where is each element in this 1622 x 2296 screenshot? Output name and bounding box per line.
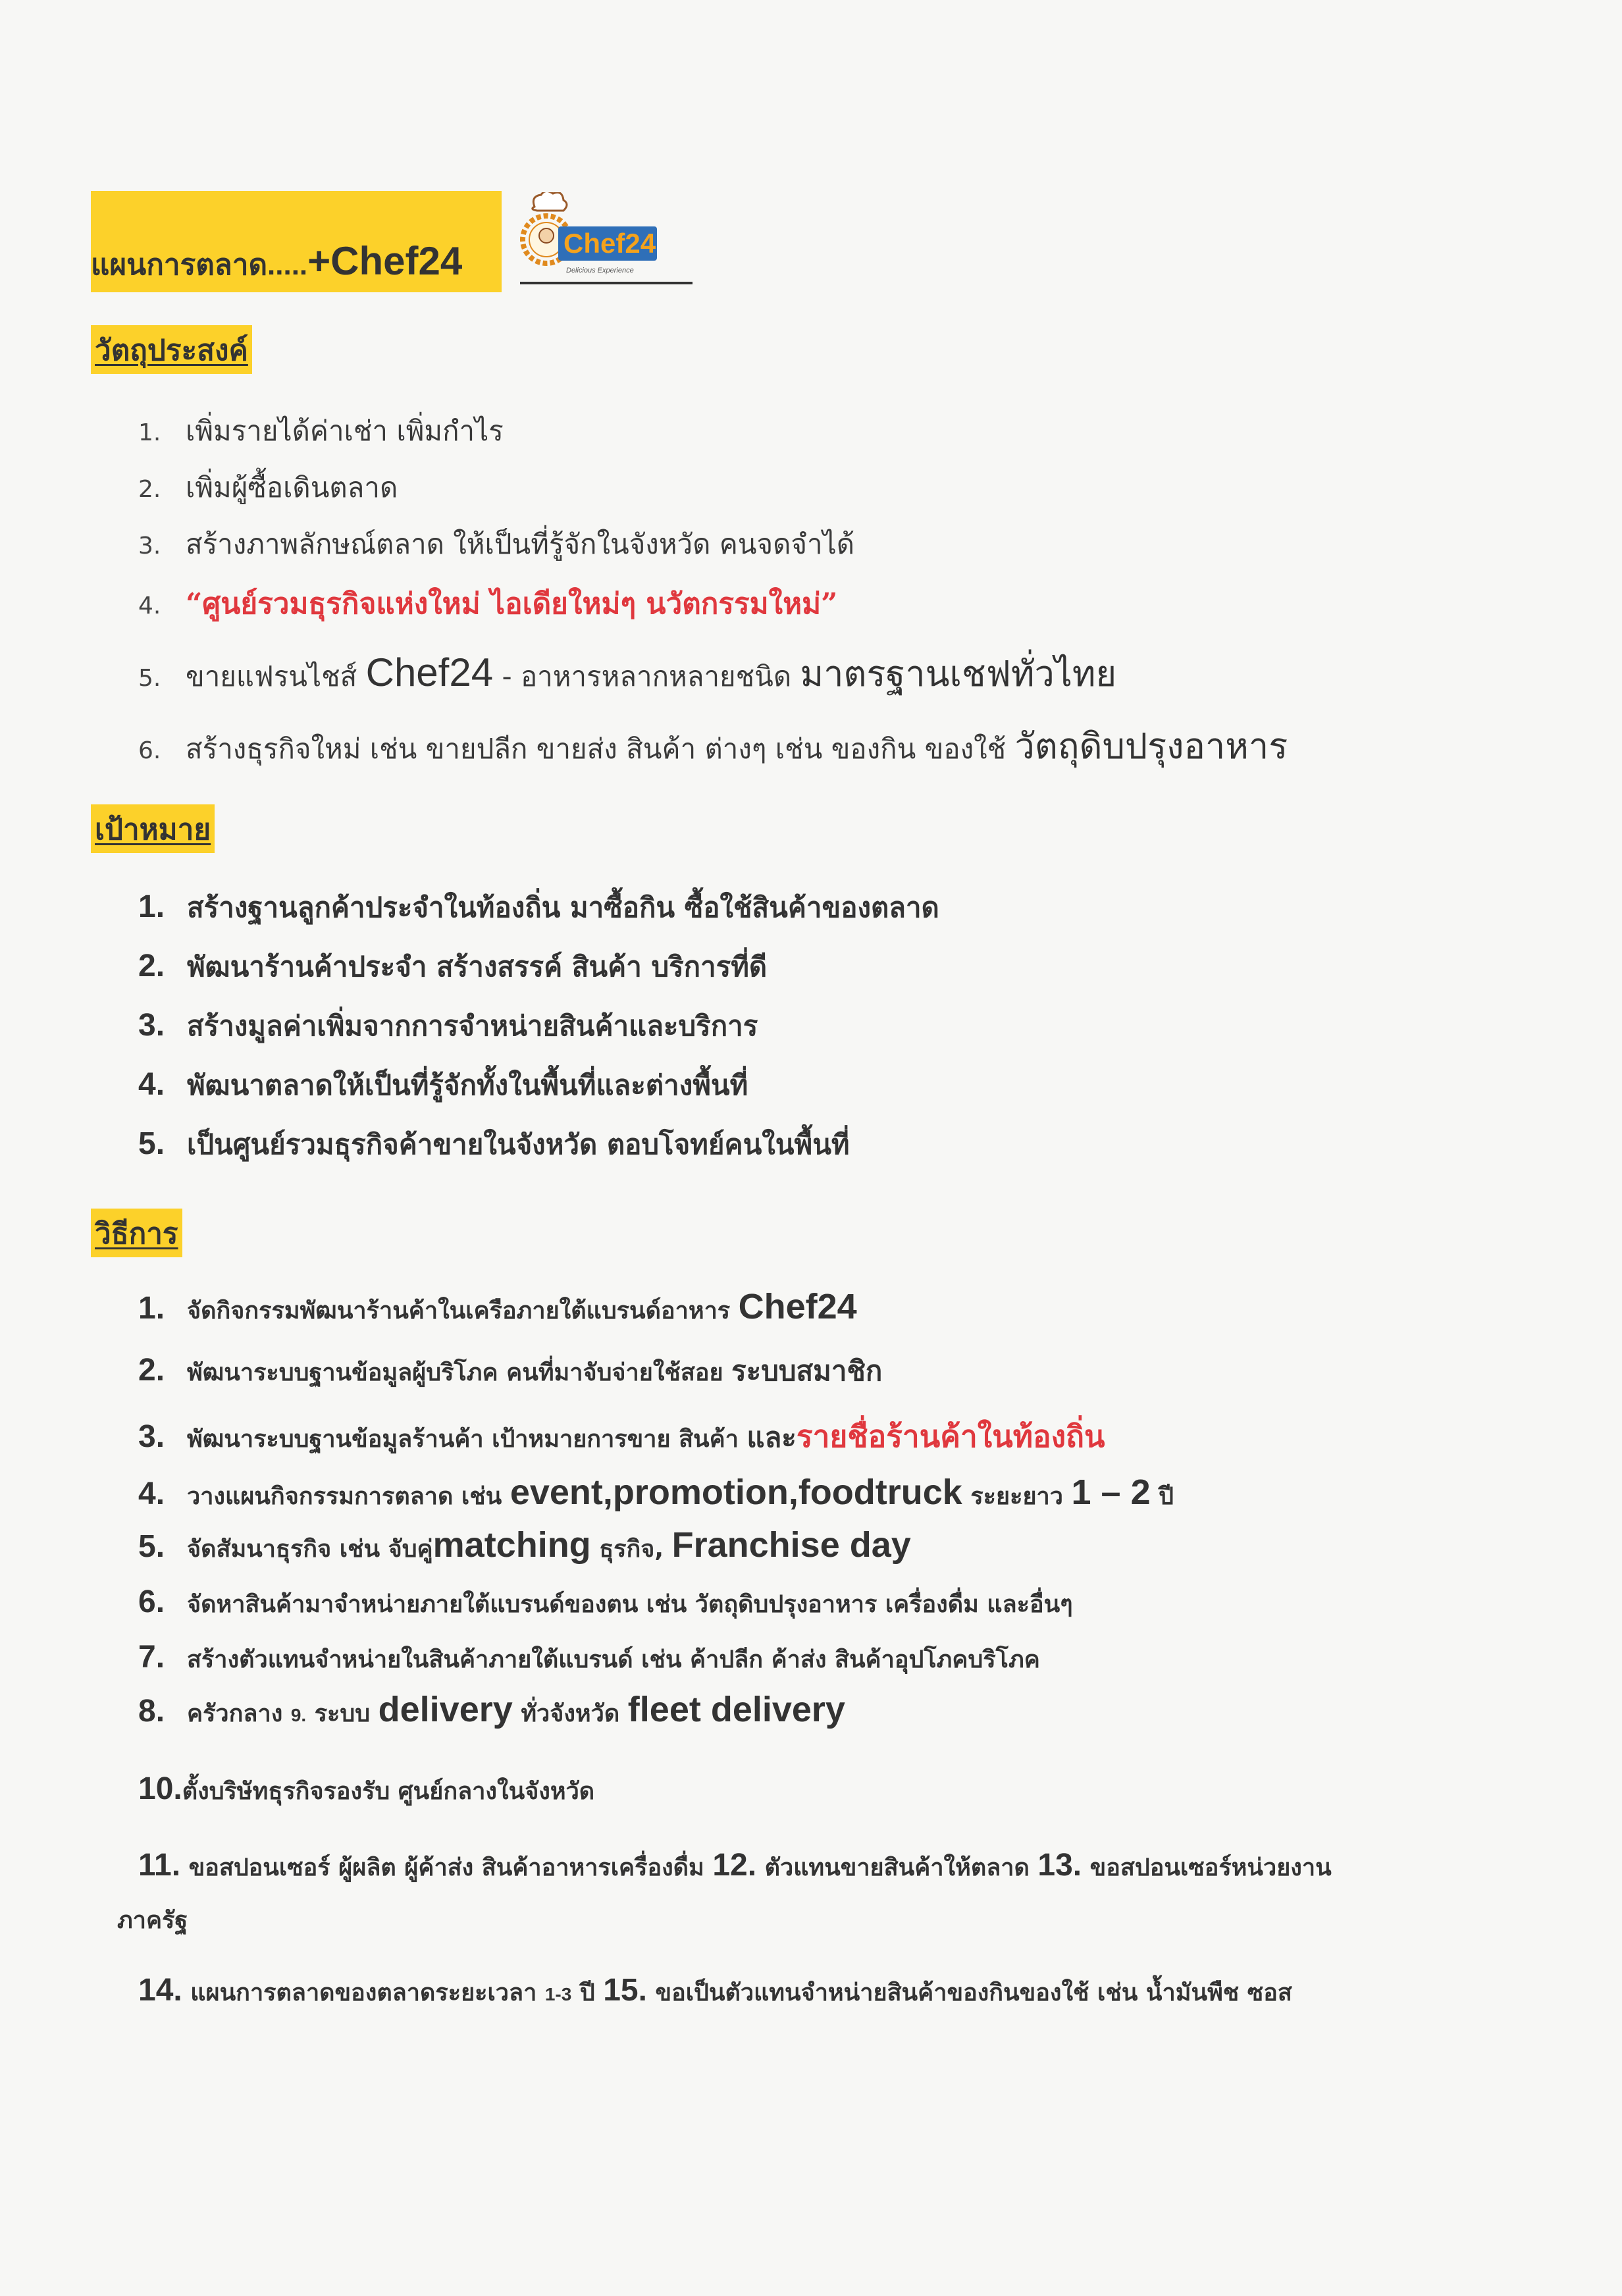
method-item: 3. พัฒนาระบบฐานข้อมูลร้านค้า เป้าหมายการขาย สินค้า และรายชื่อร้านค้าในท้องถิ่น [138,1419,1105,1454]
objective-item: 5. ขายแฟรนไชส์ Chef24 - อาหารหลากหลายชนิด มาตรฐานเชฟทั่วไทย [138,650,1117,694]
method-item: 10.ตั้งบริษัทธุรกิจรองรับ ศูนย์กลางในจังหวัด [138,1771,595,1806]
objective-item: 4. “ศูนย์รวมธุรกิจแห่งใหม่ ไอเดียใหม่ๆ นวัตกรรมใหม่” [138,587,838,621]
goals-heading: เป้าหมาย [91,804,215,853]
method-item: 5. จัดสัมนาธุรกิจ เช่น จับคู่matching ธุรกิจ, Franchise day [138,1525,911,1565]
page-title [91,238,462,288]
method-item: 4. วางแผนกิจกรรมการตลาด เช่น event,promotion,foodtruck ระยะยาว 1 – 2 ปี [138,1473,1174,1512]
logo-text: Chef24 [563,228,656,259]
method-item: 2. พัฒนาระบบฐานข้อมูลผู้บริโภค คนที่มาจับจ่ายใช้สอย ระบบสมาชิก [138,1353,883,1388]
method-item: 1. จัดกิจกรรมพัฒนาร้านค้าในเครือภายใต้แบรนด์อาหาร Chef24 [138,1287,857,1326]
goal-item: 4. พัฒนาตลาดให้เป็นที่รู้จักทั้งในพื้นที่และต่างพื้นที่ [138,1067,748,1102]
method-item: 6. จัดหาสินค้ามาจำหน่ายภายใต้แบรนด์ของตน เช่น วัตถุดิบปรุงอาหาร เครื่องดื่ม และอื่นๆ [138,1584,1073,1619]
methods-heading: วิธีการ [91,1209,182,1257]
title-underline [520,282,693,284]
objective-item: 2. เพิ่มผู้ซื้อเดินตลาด [138,471,398,504]
method-item: 8. ครัวกลาง 9. ระบบ delivery ทั่วจังหวัด fleet delivery [138,1690,845,1729]
goal-item: 2. พัฒนาร้านค้าประจำ สร้างสรรค์ สินค้า บริการที่ดี [138,949,768,983]
goal-item: 3. สร้างมูลค่าเพิ่มจากการจำหน่ายสินค้าและบริการ [138,1008,758,1043]
objective-item: 1. เพิ่มรายได้ค่าเช่า เพิ่มกำไร [138,415,504,447]
logo-tagline: Delicious Experience [566,267,634,274]
method-item: 7. สร้างตัวแทนจำหน่ายในสินค้าภายใต้แบรนด์ เช่น ค้าปลีก ค้าส่ง สินค้าอุปโภคบริโภค [138,1640,1040,1675]
objectives-heading: วัตถุประสงค์ [91,325,252,374]
method-item: 14. แผนการตลาดของตลาดระยะเวลา 1-3 ปี 15. ขอเป็นตัวแทนจำหน่ายสินค้าของกินของใช้ เช่น น้ำมันพืช ซอส [138,1973,1292,2008]
chef24-logo [520,192,685,284]
method-item-continuation: ภาครัฐ [117,1907,188,1934]
objective-item: 6. สร้างธุรกิจใหม่ เช่น ขายปลีก ขายส่ง สินค้า ต่างๆ เช่น ของกิน ของใช้ วัตถุดิบปรุงอาหาร [138,725,1288,767]
method-item: 11. ขอสปอนเซอร์ ผู้ผลิต ผู้ค้าส่ง สินค้าอาหารเครื่องดื่ม 12. ตัวแทนขายสินค้าให้ตลาด 13. ขอสปอนเซอร์หน่วยงาน [138,1848,1332,1883]
goal-item: 5. เป็นศูนย์รวมธุรกิจค้าขายในจังหวัด ตอบโจทย์คนในพื้นที่ [138,1126,850,1161]
title-brand: +Chef24 [307,239,463,283]
title-thai: แผนการตลาด..... [91,249,308,281]
goal-item: 1. สร้างฐานลูกค้าประจำในท้องถิ่น มาซื้อกิน ซื้อใช้สินค้าของตลาด [138,889,939,924]
objective-item: 3. สร้างภาพลักษณ์ตลาด ให้เป็นที่รู้จักในจังหวัด คนจดจำได้ [138,528,854,560]
